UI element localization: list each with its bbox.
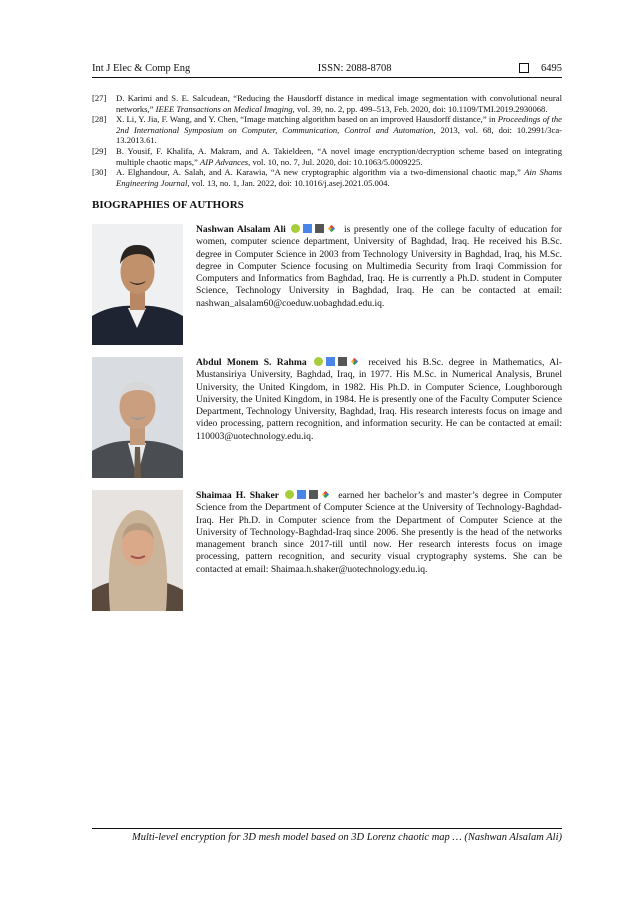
author-photo	[92, 357, 183, 478]
author-description: is presently one of the college faculty of education for women, computer science department, University of Baghdad, Iraq. He received his B.Sc. degree in Computer Science in 2003 from Technology University in Baghdad, Iraq, his M.Sc. degree in Computer Science focusing on Multimedia Security from Iraqi Commission for Computers and Informatics from Baghdad, Iraq. He is currently a Ph.D. student in Computer Science, Technology University in Baghdad, Iraq. He can be contacted at email: nashwan_alsalam60@coeduw.uobaghdad.edu.iq.	[196, 224, 562, 309]
reference-list	[92, 93, 562, 188]
google-scholar-icon[interactable]	[303, 224, 312, 233]
author-name: Abdul Monem S. Rahma	[196, 357, 307, 368]
author-bio-text	[196, 224, 562, 310]
reference-venue: AIP Advances	[200, 156, 249, 167]
author-description: received his B.Sc. degree in Mathematics, Al- Mustansiriya University, Baghdad, Iraq, in 1977. His M.Sc. in Numerical Analysis, Brunel University, the United Kingdom, in 1982. His Ph.D. in Computer Science, Loughborough University, the United Kingdom, in 1984. He is presently one of the Faculty Computer Science Department, Technology University, Baghdad, Iraq. His research interests focus on image and video processing, pattern recognition, and information security. He can be contacted at email: 110003@uotechnology.edu.iq.	[196, 357, 563, 442]
publons-icon[interactable]	[327, 224, 336, 233]
author-photo	[92, 224, 183, 345]
google-scholar-icon[interactable]	[326, 357, 335, 366]
orcid-icon[interactable]	[291, 224, 300, 233]
publons-icon[interactable]	[321, 490, 330, 499]
reference-item: [28] X. Li, Y. Jia, F. Wang, and Y. Chen, “Image matching algorithm based on an improved Hausdorff distance,” in Proceedings of the 2nd International Symposium on Computer, Communication, Control and Automation, 2013, vol. 68, doi: 10.2991/3ca-13.2013.61.	[92, 114, 562, 146]
author-photo	[92, 490, 183, 611]
footer-rule	[92, 828, 562, 829]
scopus-icon[interactable]	[309, 490, 318, 499]
reference-item: [29] B. Yousif, F. Khalifa, A. Makram, and A. Takieldeen, “A novel image encryption/decryption scheme based on integrating multiple chaotic maps,” AIP Advances, vol. 10, no. 7, Jul. 2020, doi: 10.1063/5.0009225.	[92, 145, 562, 167]
author-bio	[92, 357, 562, 479]
author-description: earned her bachelor’s and master’s degree in Computer Science from the Department of Computer Science at the University of Technology-Baghdad-Iraq. Her Ph.D. in Computer science from the Department of Computer Science at the University of Technology-Baghdad-Iraq since 2006. She presently is the head of the networks management branch since 2017-till until now. Her research interests focus on image processing, pattern recognition, and security visual cryptography systems. She can be contacted at email: Shaimaa.h.shaker@uotechnology.edu.iq.	[196, 490, 563, 575]
author-bio-text	[196, 490, 562, 576]
reference-number: [29]	[92, 145, 107, 156]
author-name: Nashwan Alsalam Ali	[196, 224, 286, 235]
journal-name: Int J Elec & Comp Eng	[92, 62, 191, 74]
author-bio-text	[196, 357, 562, 443]
issn: ISSN: 2088-8708	[317, 62, 392, 74]
biographies-heading: BIOGRAPHIES OF AUTHORS	[92, 199, 244, 211]
reference-number: [30]	[92, 167, 107, 178]
author-bio	[92, 490, 562, 612]
orcid-icon[interactable]	[314, 357, 323, 366]
scopus-icon[interactable]	[315, 224, 324, 233]
checkbox-square-icon	[519, 63, 529, 73]
reference-item: [30] A. Elghandour, A. Salah, and A. Karawia, “A new cryptographic algorithm via a two-dimensional chaotic map,” Ain Shams Engineering Journal, vol. 13, no. 1, Jan. 2022, doi: 10.1016/j.asej.2021.05.004.	[92, 167, 562, 188]
header-rule	[92, 77, 562, 78]
reference-number: [27]	[92, 93, 107, 103]
author-bio	[92, 224, 562, 346]
reference-venue: Ain Shams Engineering Journal	[116, 167, 562, 188]
page-header	[92, 60, 562, 76]
google-scholar-icon[interactable]	[297, 490, 306, 499]
reference-venue: Proceedings of the 2nd International Symposium on Computer, Communication, Control and Automation	[116, 114, 562, 135]
orcid-icon[interactable]	[285, 490, 294, 499]
page-footer: Multi-level encryption for 3D mesh model based on 3D Lorenz chaotic map … (Nashwan Alsalam Ali)	[132, 832, 562, 843]
reference-item: [27] D. Karimi and S. E. Salcudean, “Reducing the Hausdorff distance in medical image segmentation with convolutional neural networks,” IEEE Transactions on Medical Imaging, vol. 39, no. 2, pp. 499–513, Feb. 2020, doi: 10.1109/TMI.2019.2930068.	[92, 93, 562, 114]
scopus-icon[interactable]	[338, 357, 347, 366]
reference-number: [28]	[92, 114, 107, 125]
publons-icon[interactable]	[350, 357, 359, 366]
page-number: 6495	[541, 62, 562, 74]
reference-venue: IEEE Transactions on Medical Imaging	[155, 103, 293, 114]
author-name: Shaimaa H. Shaker	[196, 490, 280, 501]
